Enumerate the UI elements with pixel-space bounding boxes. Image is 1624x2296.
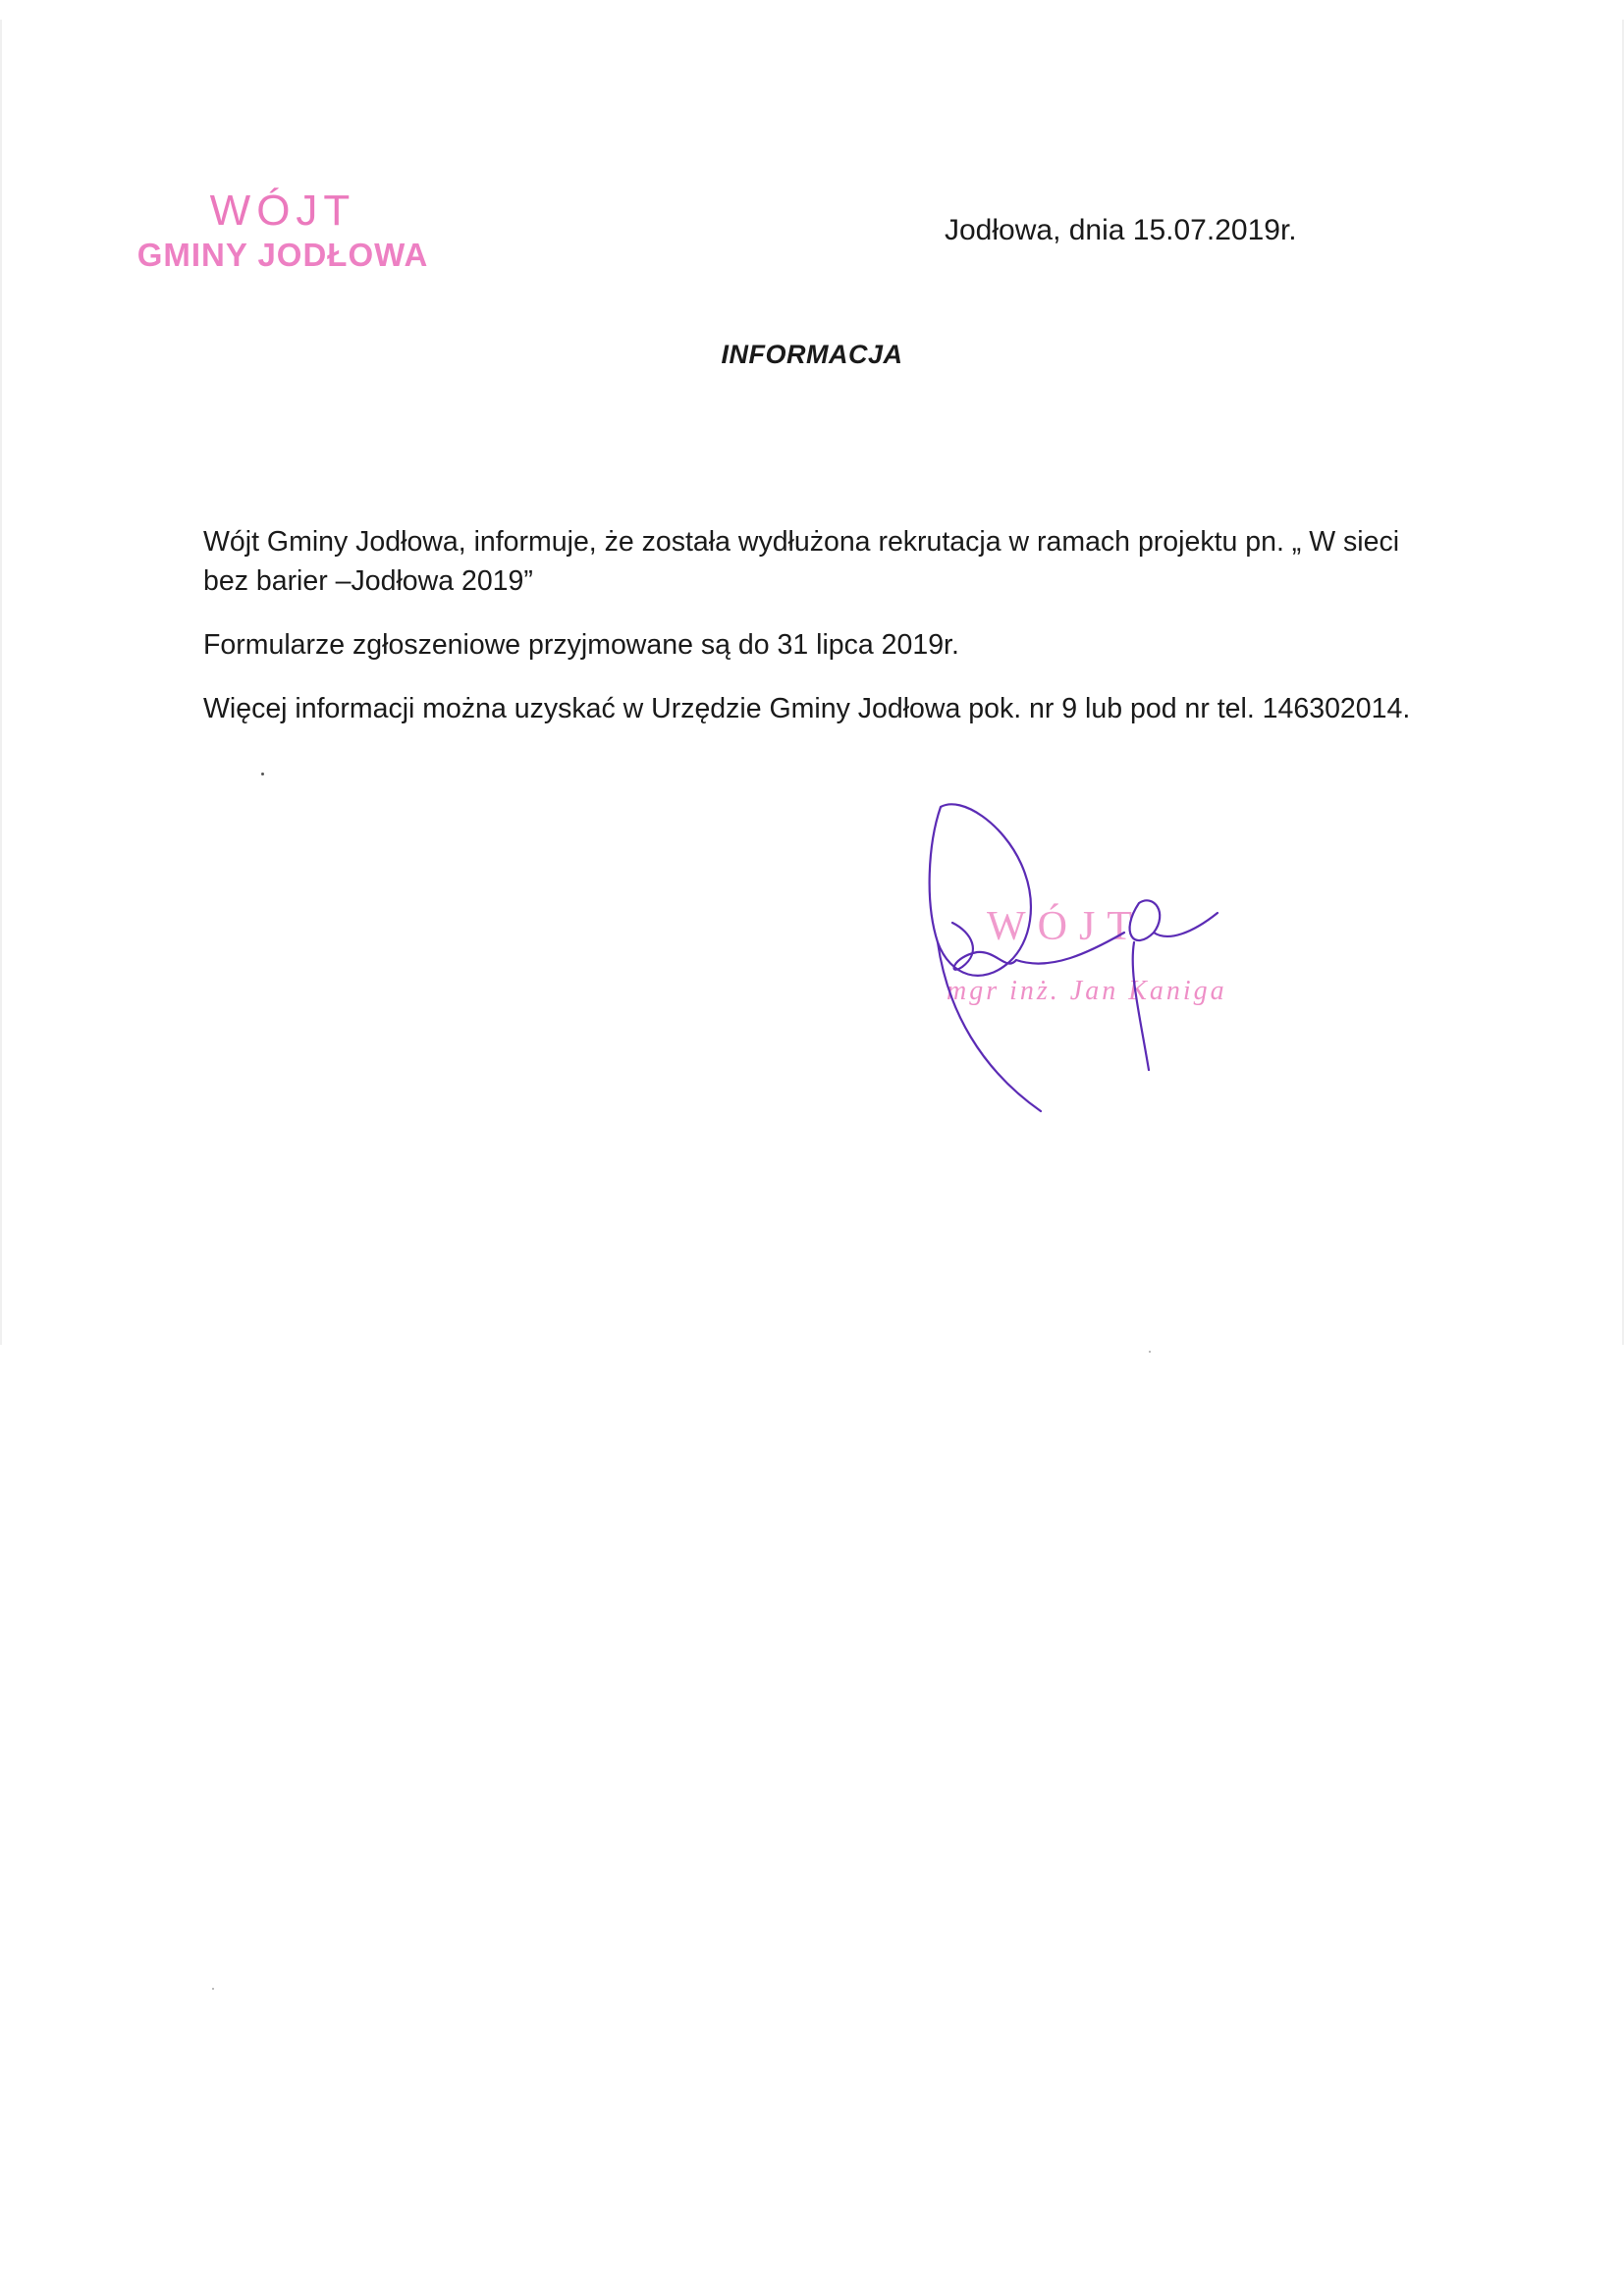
handwritten-signature — [923, 785, 1247, 1129]
document-title: INFORMACJA — [721, 340, 903, 369]
signature-stamp-line2: mgr inż. Jan Kaniga — [947, 976, 1227, 1006]
scan-speck — [261, 773, 264, 775]
scan-edge — [0, 20, 2, 1345]
header-stamp — [126, 187, 440, 275]
body-paragraph: Wójt Gminy Jodłowa, informuje, że została wydłużona rekrutacja w ramach projektu pn. „ W sieci bez barier –Jodłowa 2019” — [203, 526, 1400, 597]
header-stamp-line2: GMINY JODŁOWA — [136, 237, 429, 273]
document-date: Jodłowa, dnia 15.07.2019r. — [945, 214, 1297, 246]
document-body — [203, 522, 1450, 753]
signature-stamp-line1: WÓJT — [987, 904, 1144, 949]
scan-speck — [212, 1988, 214, 1990]
header-stamp-line1: WÓJT — [209, 187, 356, 235]
scan-speck — [1149, 1351, 1151, 1353]
body-paragraph: Więcej informacji można uzyskać w Urzędzie Gminy Jodłowa pok. nr 9 lub pod nr tel. 146302014. — [203, 693, 1411, 724]
body-paragraph: Formularze zgłoszeniowe przyjmowane są do 31 lipca 2019r. — [203, 629, 959, 661]
